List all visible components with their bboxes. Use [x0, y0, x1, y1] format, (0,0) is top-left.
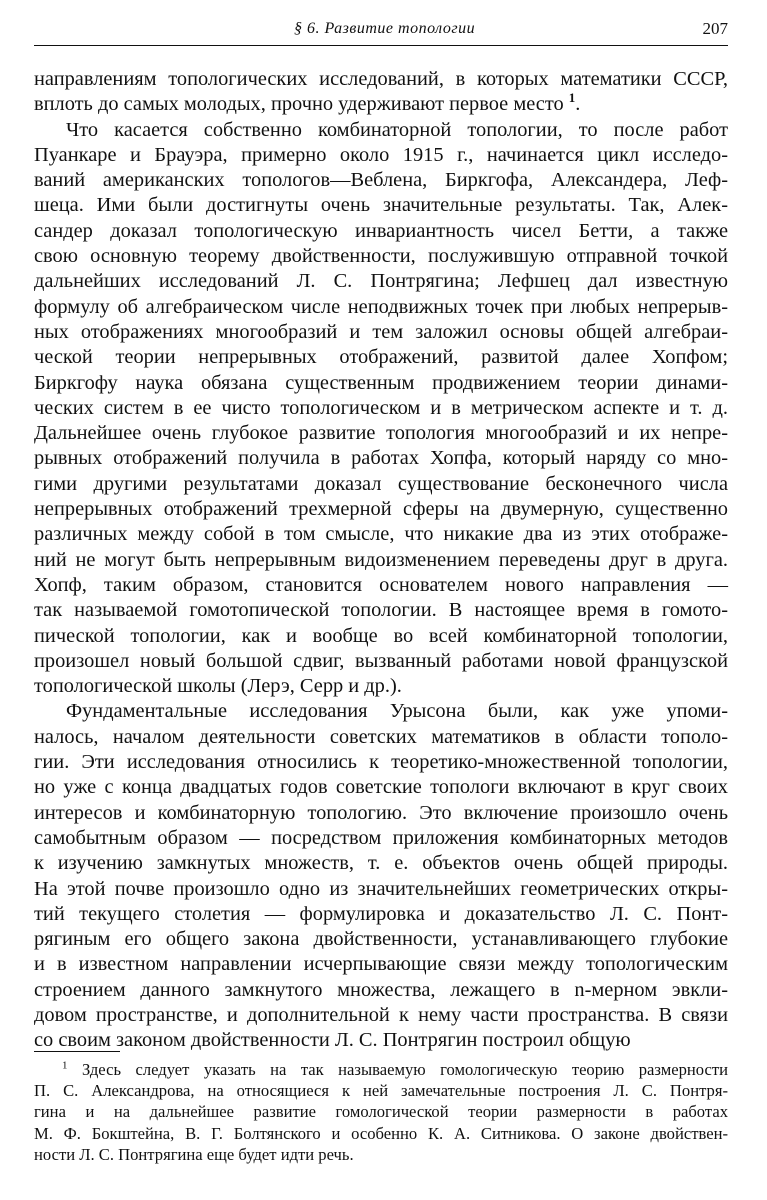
text-line: свою основную теорему двойственности, послужившую отправной точкой	[34, 245, 728, 268]
text-line: формулу об алгебраическом числе неподвижных точек при любых непрерыв-	[34, 295, 728, 318]
text-line: налось, началом деятельности советских математиков в области тополо-	[34, 725, 728, 748]
paragraph	[34, 118, 728, 700]
text-line: ных отображениях многообразий и тем заложил основы общей алгебраи-	[34, 320, 728, 343]
footnote	[34, 1059, 728, 1165]
footnote-text: М. Ф. Бокштейна, В. Г. Болтянского и особенно К. А. Ситникова. О законе двойствен-	[34, 1123, 728, 1143]
text-line: топологической школы (Лерэ, Серр и др.).	[34, 675, 402, 698]
footnote-line	[34, 1059, 728, 1080]
text-line: произошел новый большой сдвиг, вызванный работами новой французской	[34, 649, 728, 672]
paragraph	[34, 67, 728, 118]
text-line: довом пространстве, и дополнительной к нему части пространства. В связи	[34, 1003, 728, 1026]
text-line: гими другими результатами доказал существование бесконечного числа	[34, 472, 728, 495]
text-line: сандер доказал топологическую инвариантность чисел Бетти, а также	[34, 219, 728, 242]
text-line: рягиным его общего закона двойственности, устанавливающего глубокие	[34, 928, 728, 951]
text-line: со своим законом двойственности Л. С. Понтрягин построил общую	[34, 1029, 631, 1052]
text-line: Что касается собственно комбинаторной топологии, то после работ	[66, 118, 728, 141]
text-line: пической топологии, как и вообще во всей комбинаторной топологии,	[34, 624, 728, 647]
text-line: тий текущего столетия — формулировка и доказательство Л. С. Понт-	[34, 902, 728, 925]
footnote-line	[34, 1101, 728, 1122]
text-line: Фундаментальные исследования Урысона были, как уже упоми-	[66, 700, 728, 723]
text-line: гии. Эти исследования относились к теоретико-множественной топологии,	[34, 751, 728, 774]
footnote-line	[34, 1123, 728, 1144]
text-line: к изучению замкнутых множеств, т. е. объектов очень общей природы.	[34, 852, 728, 875]
page-number: 207	[702, 19, 728, 38]
footnote-rule	[34, 1051, 120, 1052]
text-line: шеца. Ими были достигнуты очень значительные результаты. Так, Алек-	[34, 194, 728, 217]
text-line: рывных отображений получила в работах Хопфа, который наряду со мно-	[34, 447, 728, 470]
text-line: самобытным образом — посредством приложения комбинаторных методов	[34, 826, 728, 849]
running-head: § 6. Развитие топологии	[294, 20, 476, 37]
footnote-line	[34, 1080, 728, 1101]
body-text	[34, 67, 728, 1054]
paragraph	[34, 699, 728, 1053]
text-line: и в известном направлении исчерпывающие связи между топологическим	[34, 953, 728, 976]
text-line: Хопф, таким образом, становится основателем нового направления —	[34, 573, 728, 596]
text-line: ческих систем в ее чисто топологическом и в метрическом аспекте и т. д.	[34, 396, 728, 419]
text-line: вплоть до самых молодых, прочно удерживают первое место $^1$.	[34, 90, 581, 116]
text-line: различных между собой в том смысле, что никакие два из этих отображе-	[34, 523, 728, 546]
text-line: На этой почве произошло одно из значительнейших геометрических откры-	[34, 877, 728, 900]
text-line: дальнейших исследований Л. С. Понтрягина; Лефшец дал известную	[34, 270, 728, 293]
footnote-mark: 1	[62, 1059, 68, 1072]
text-line: но уже с конца двадцатых годов советские топологи включают в круг своих	[34, 776, 728, 799]
footnote-text: Здесь следует указать на так называемую гомологическую теорию размерности	[81, 1060, 728, 1079]
text-line: Биркгофу наука обязана существенным продвижением теории динами-	[34, 371, 728, 394]
text-line: интересов и комбинаторную топологию. Это включение произошло очень	[34, 801, 728, 824]
footnote-reference[interactable]: 1	[568, 90, 576, 106]
text-line: ваний американских топологов—Веблена, Биркгофа, Александера, Леф-	[34, 169, 728, 192]
footnote-text: ности Л. С. Понтрягина еще будет идти речь.	[34, 1144, 354, 1164]
page-header	[34, 18, 728, 42]
text-line: Дальнейшее очень глубокое развитие топология многообразий и их непре-	[34, 422, 728, 445]
text-line: ний не могут быть непрерывным видоизменением переведены друг в друга.	[34, 548, 728, 571]
text-line: направлениям топологических исследований, в которых математики СССР,	[34, 68, 728, 90]
text-line: так называемой гомотопической топологии. В настоящее время в гомото-	[34, 599, 728, 622]
text-line: Пуанкаре и Брауэра, примерно около 1915 г., начинается цикл исследо-	[34, 143, 728, 166]
footnote-text: П. С. Александрова, на относящиеся к ней замечательные построения Л. С. Понтря-	[34, 1081, 728, 1101]
text-line: ческой теории непрерывных отображений, развитой далее Хопфом;	[34, 346, 728, 369]
text-line: строением данного замкнутого множества, лежащего в n-мерном эвкли-	[34, 978, 728, 1001]
footnote-line	[34, 1144, 728, 1165]
text-line: непрерывных отображений трехмерной сферы на двумерную, существенно	[34, 498, 728, 521]
header-rule	[34, 45, 728, 46]
footnote-text: гина и на дальнейшее развитие гомологической теории размерности в работах	[34, 1102, 728, 1122]
